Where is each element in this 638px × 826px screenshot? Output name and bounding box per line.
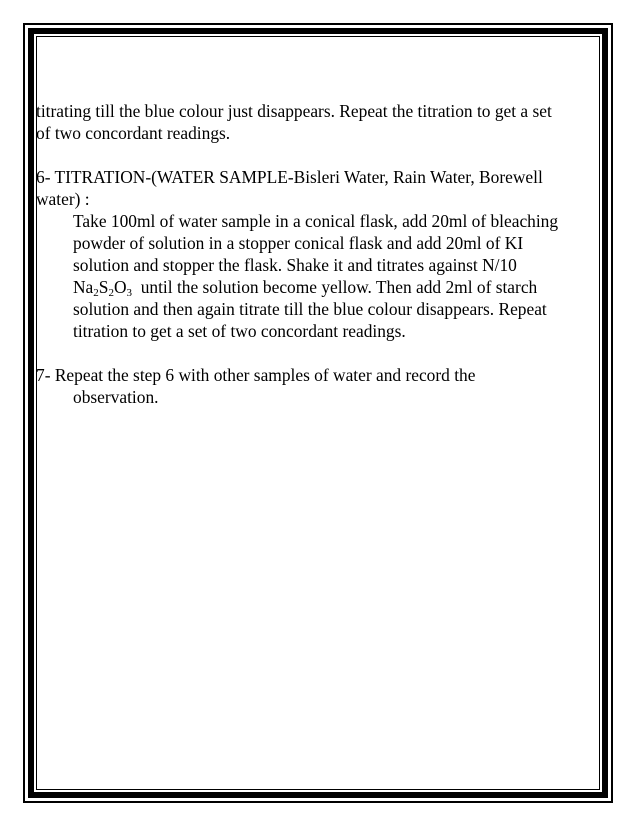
- formula-o: O: [113, 277, 127, 297]
- step-6-body: [36, 210, 602, 342]
- step-6-body-line: Take 100ml of water sample in a conical flask, add 20ml of bleaching: [73, 211, 559, 231]
- continuation-line-2: of two concordant readings.: [36, 123, 231, 143]
- formula-subscript: 2: [108, 287, 114, 299]
- step-6-body-line: powder of solution in a stopper conical flask and add 20ml of KI: [73, 233, 524, 253]
- step-6-body-line: solution and stopper the flask. Shake it and titrates against N/10: [73, 255, 517, 275]
- continuation-paragraph: [36, 100, 602, 144]
- formula-rest-text: until the solution become yellow. Then add 2ml of starch: [132, 277, 538, 297]
- step-7-line-2: observation.: [73, 387, 159, 407]
- step-6-section: [36, 166, 602, 342]
- formula-s: S: [98, 277, 109, 297]
- step-6-heading-line-2: water) :: [36, 189, 90, 209]
- step-6-formula-line: [73, 276, 602, 298]
- step-6-heading-line-1: 6- TITRATION-(WATER SAMPLE-Bisleri Water, Rain Water, Borewell: [36, 167, 543, 187]
- page-content: [36, 100, 602, 408]
- step-7-section: [36, 364, 602, 408]
- step-6-body-line: titration to get a set of two concordant readings.: [73, 321, 406, 341]
- step-6-body-line: solution and then again titrate till the blue colour disappears. Repeat: [73, 299, 547, 319]
- formula-na: Na: [73, 277, 94, 297]
- paragraph-gap: [36, 144, 602, 166]
- paragraph-gap: [36, 342, 602, 364]
- formula-subscript: 2: [93, 287, 99, 299]
- step-7-line-1: 7- Repeat the step 6 with other samples of water and record the: [36, 365, 476, 385]
- formula-subscript: 3: [126, 287, 133, 299]
- continuation-line-1: titrating till the blue colour just disappears. Repeat the titration to get a set: [36, 101, 552, 121]
